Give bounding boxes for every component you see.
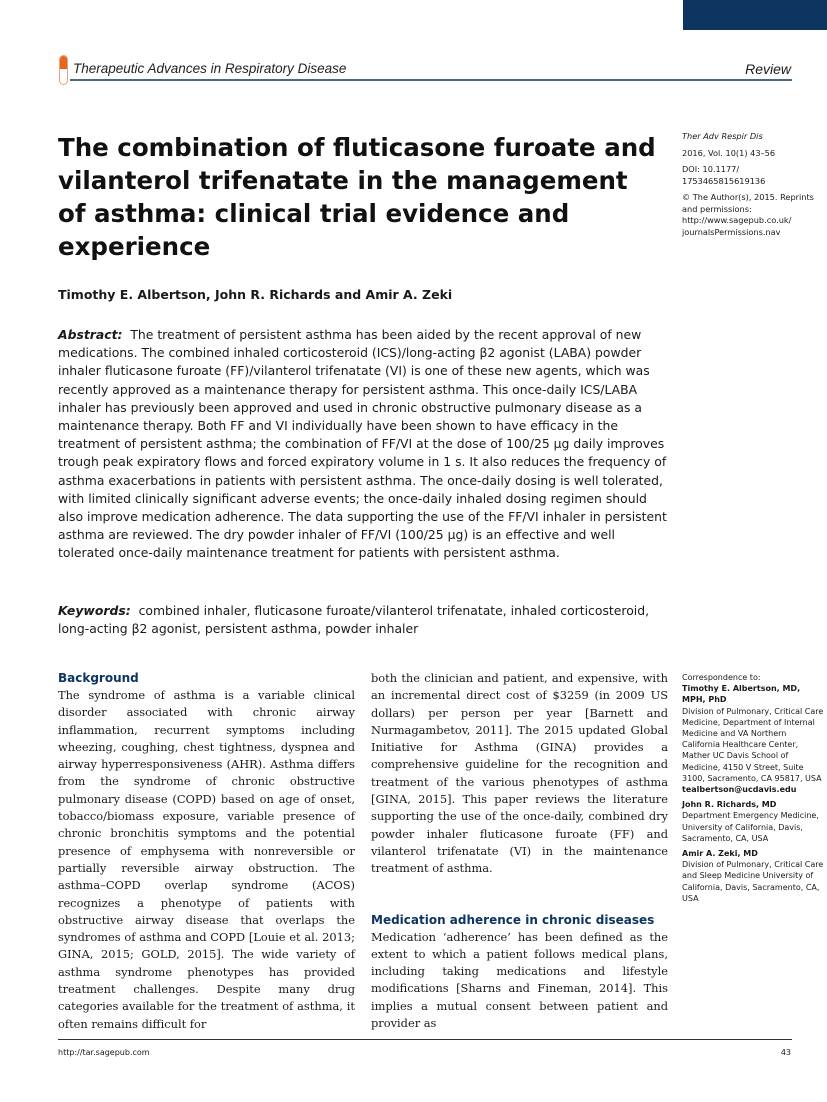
journal-pill-icon [59, 55, 68, 85]
author-affiliation: Division of Pulmonary, Critical Care Medicine, Department of Internal Medicine and VA Northern California Healthcare Center, Mather UC Davis School of Medicine, 4150 V Street, Suite 3100, Sacramento, CA 95817, USA [682, 706, 824, 783]
author-affiliation: Division of Pulmonary, Critical Care and Sleep Medicine University of California, Davis, Sacramento, CA, USA [682, 860, 824, 903]
paragraph: The syndrome of asthma is a variable clinical disorder associated with chronic airway inflammation, recurrent symptoms including wheezing, coughing, chest tightness, dyspnea and airway hyperresponsiveness (AHR). Asthma differs from the syndrome of chronic obstructive pulmonary disease (COPD) based on age of onset, tobacco/biomass exposure, variable presence of chronic bronchitis symptoms and the potential presence of emphysema with nonreversible or partially reversible airway obstruction. The asthma–COPD overlap syndrome (ACOS) recognizes a phenotype of patients with obstructive airway disease that overlaps the syndromes of asthma and COPD [Louie et al. 2013; GINA, 2015; GOLD, 2015]. The wide variety of asthma syndrome phenotypes has provided treatment challenges. Despite many drug categories available for the treatment of asthma, it often remains difficult for [58, 688, 355, 1031]
keywords [58, 602, 668, 638]
journal-color-block [683, 0, 827, 30]
copyright: © The Author(s), 2015. Reprints and permissions: http://www.sagepub.co.uk/ journalsPermissions.nav [682, 192, 814, 237]
citation: 2016, Vol. 10(1) 43–56 [682, 147, 776, 158]
footer-url[interactable]: http://tar.sagepub.com [58, 1048, 150, 1057]
page-number: 43 [780, 1048, 791, 1057]
author-list: Timothy E. Albertson, John R. Richards and Amir A. Zeki [58, 287, 453, 302]
keywords-text: combined inhaler, fluticasone furoate/vilanterol trifenatate, inhaled corticosteroid, long-acting β2 agonist, persistent asthma, powder inhaler [58, 603, 650, 637]
body-column-left [58, 670, 355, 1033]
paragraph: both the clinician and patient, and expensive, with an incremental direct cost of $3259 (in 2009 US dollars) per person per year [Barnett and Nurmagambetov, 2011]. The 2015 updated Global Initiative for Asthma (GINA) provides a comprehensive guideline for the recognition and treatment of the various phenotypes of asthma [GINA, 2015]. This paper reviews the literature supporting the use of the once-daily, combined dry powder inhaler fluticasone furoate (FF) and vilanterol trifenatate (VI) in the maintenance treatment of asthma. [371, 671, 668, 876]
paragraph: Medication ‘adherence’ has been defined as the extent to which a patient follows medical plans, including taking medications and lifestyle modifications [Sharns and Fineman, 2014]. This implies a mutual consent between patient and provider as [371, 929, 668, 1031]
footer-rule [58, 1039, 792, 1040]
article-type: Review [745, 61, 791, 77]
journal-name: Therapeutic Advances in Respiratory Disease [73, 61, 347, 76]
abstract [58, 326, 668, 563]
article-metadata [682, 131, 822, 243]
abstract-label: Abstract: [58, 327, 123, 342]
body-column-right [371, 670, 668, 1032]
article-title: The combination of fluticasone furoate and vilanterol trifenatate in the management of asthma: clinical trial evidence and experience [58, 133, 656, 261]
author-name: John R. Richards, MD [682, 800, 777, 810]
author-name: Amir A. Zeki, MD [682, 849, 758, 859]
keywords-label: Keywords: [58, 603, 131, 618]
correspondence [682, 672, 824, 908]
correspondence-label: Correspondence to: [682, 673, 761, 682]
header-rule [70, 79, 792, 81]
author-name: Timothy E. Albertson, MD, MPH, PhD [682, 684, 801, 705]
section-heading-background: Background [58, 671, 139, 685]
abstract-text: The treatment of persistent asthma has been aided by the recent approval of new medications. The combined inhaled corticosteroid (ICS)/long-acting β2 agonist (LABA) powder inhaler fluticasone furoate (FF)/vilanterol trifenatate (VI) is one of these new agents, which was recently approved as a maintenance therapy for persistent asthma. This once-daily ICS/LABA inhaler has previously been approved and used in chronic obstructive pulmonary disease as a maintenance therapy. Both FF and VI individually have been shown to have efficacy in the treatment of persistent asthma; the combination of FF/VI at the dose of 100/25 μg daily improves trough peak expiratory flows and forced expiratory volume in 1 s. It also reduces the frequency of asthma exacerbations in patients with persistent asthma. The once-daily dosing is well tolerated, with limited clinically significant adverse events; the once-daily inhaled dosing regimen should also improve medication adherence. The data supporting the use of the FF/VI inhaler in persistent asthma are reviewed. The dry powder inhaler of FF/VI (100/25 μg) is an effective and well tolerated once-daily maintenance treatment for patients with persistent asthma. [58, 327, 667, 561]
section-heading-adherence: Medication adherence in chronic diseases [371, 912, 655, 927]
author-email[interactable]: tealbertson@ucdavis.edu [682, 785, 797, 795]
journal-abbreviation: Ther Adv Respir Dis [682, 131, 763, 141]
doi[interactable]: DOI: 10.1177/ 1753465815619136 [682, 164, 766, 186]
author-affiliation: Department Emergency Medicine, University of California, Davis, Sacramento, CA, USA [682, 811, 819, 843]
